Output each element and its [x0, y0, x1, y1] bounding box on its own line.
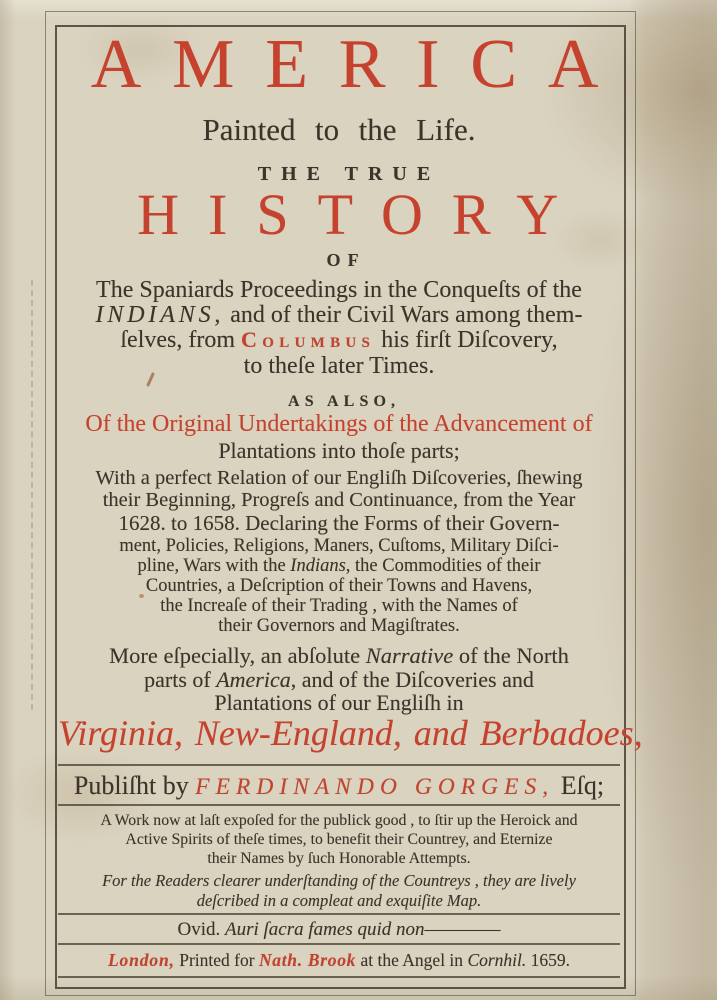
blurb-line-5: deſcribed in a compleat and exquiſite Map. — [196, 891, 482, 910]
blurb-line-1: A Work now at laſt expoſed for the publick good , to ſtir up the Heroick and — [100, 812, 578, 829]
argument-line-2-rest: and of their Civil Wars among them- — [224, 302, 583, 328]
narrative-line-2-pre: parts of — [144, 667, 217, 692]
motto-source: Ovid. — [177, 919, 225, 940]
narrative-line-1-post: of the North — [453, 643, 569, 668]
imprint-printer: Nath. Brook — [258, 950, 357, 970]
publisher-post: Eſq; — [554, 771, 605, 800]
blurb-line-4: For the Readers clearer underſtanding of the Countreys , they are lively — [102, 871, 576, 890]
imprint-city: London, — [107, 950, 175, 970]
publisher-line — [58, 771, 620, 801]
relation-line-5-pre: pline, Wars with the — [137, 556, 291, 576]
motto-line — [58, 919, 620, 941]
relation-line-5 — [58, 556, 620, 577]
undertakings-red-line: Of the Original Undertakings of the Advancement of — [85, 411, 593, 437]
relation-line-8: their Governors and Magiſtrates. — [218, 616, 460, 636]
rule-below-publisher — [58, 804, 620, 806]
argument-line-1: The Spaniards Proceedings in the Conqueſts of the — [96, 277, 582, 303]
main-title: AMERICA — [90, 26, 630, 103]
undertakings-black-line: Plantations into thoſe parts; — [218, 438, 460, 463]
imprint-line — [58, 950, 620, 971]
rule-below-motto — [58, 943, 620, 945]
as-also-label: AS ALSO, — [288, 393, 401, 410]
relation-line-3: 1628. to 1658. Declaring the Forms of their Govern- — [118, 511, 560, 535]
imprint-place: Cornhil. — [467, 950, 527, 970]
relation-line-1: With a perfect Relation of our Engliſh Diſcoveries, ſhewing — [95, 467, 583, 489]
narrative-line-1-pre: More eſpecially, an abſolute — [109, 643, 366, 668]
motto-dash: ———— — [424, 919, 501, 940]
narrative-line-1 — [58, 643, 620, 669]
imprint-at-the-angel: at the Angel in — [356, 950, 468, 970]
argument-line-3-pre: ſelves, from — [120, 327, 242, 353]
relation-line-6: Countries, a Deſcription of their Towns and Havens, — [145, 576, 533, 596]
relation-line-5-post: , the Commodities of their — [345, 556, 541, 576]
imprint-year: 1659. — [526, 950, 571, 970]
relation-line-4: ment, Policies, Religions, Maners, Cuſtoms, Military Diſci- — [119, 536, 559, 556]
narrative-line-2-post: , and of the Diſcoveries and — [290, 667, 534, 692]
series-kicker: THE TRUE — [257, 163, 441, 185]
narrative-line-3: Plantations of our Engliſh in — [214, 690, 464, 715]
argument-line-3 — [58, 327, 620, 354]
narrative-word: Narrative — [365, 643, 454, 668]
blurb-line-2: Active Spirits of theſe times, to benefit their Countrey, and Eternize — [125, 831, 553, 848]
argument-line-4: to theſe later Times. — [243, 353, 435, 379]
publisher-name: FERDINANDO GORGES, — [195, 774, 555, 800]
history-title: HISTORY — [137, 182, 588, 247]
blurb-line-3: their Names by ſuch Honorable Attempts. — [207, 850, 471, 867]
motto-quote: Auri ſacra fames quid non — [225, 919, 425, 940]
colonies-line: Virginia, New-England, and Berbadoes, — [58, 713, 643, 753]
columbus-word: Columbus — [241, 327, 376, 352]
argument-line-2 — [58, 302, 620, 329]
america-word: America — [216, 667, 291, 692]
relation-line-7: the Increaſe of their Trading , with the Names of — [160, 596, 518, 616]
margin-chain-marks — [31, 280, 33, 710]
rule-above-motto — [58, 913, 620, 915]
argument-line-3-post: his firſt Diſcovery, — [375, 327, 558, 353]
rule-below-imprint — [58, 976, 620, 978]
relation-line-2: their Beginning, Progreſs and Continuance, from the Year — [102, 489, 576, 511]
of-label: OF — [326, 250, 366, 270]
imprint-printed-for: Printed for — [174, 950, 259, 970]
publisher-pre: Publiſht by — [73, 771, 196, 800]
indians-word: INDIANS, — [95, 302, 225, 328]
indians-italic-word: Indians — [290, 556, 346, 576]
subtitle: Painted to the Life. — [202, 112, 476, 147]
rule-above-publisher — [58, 764, 620, 766]
